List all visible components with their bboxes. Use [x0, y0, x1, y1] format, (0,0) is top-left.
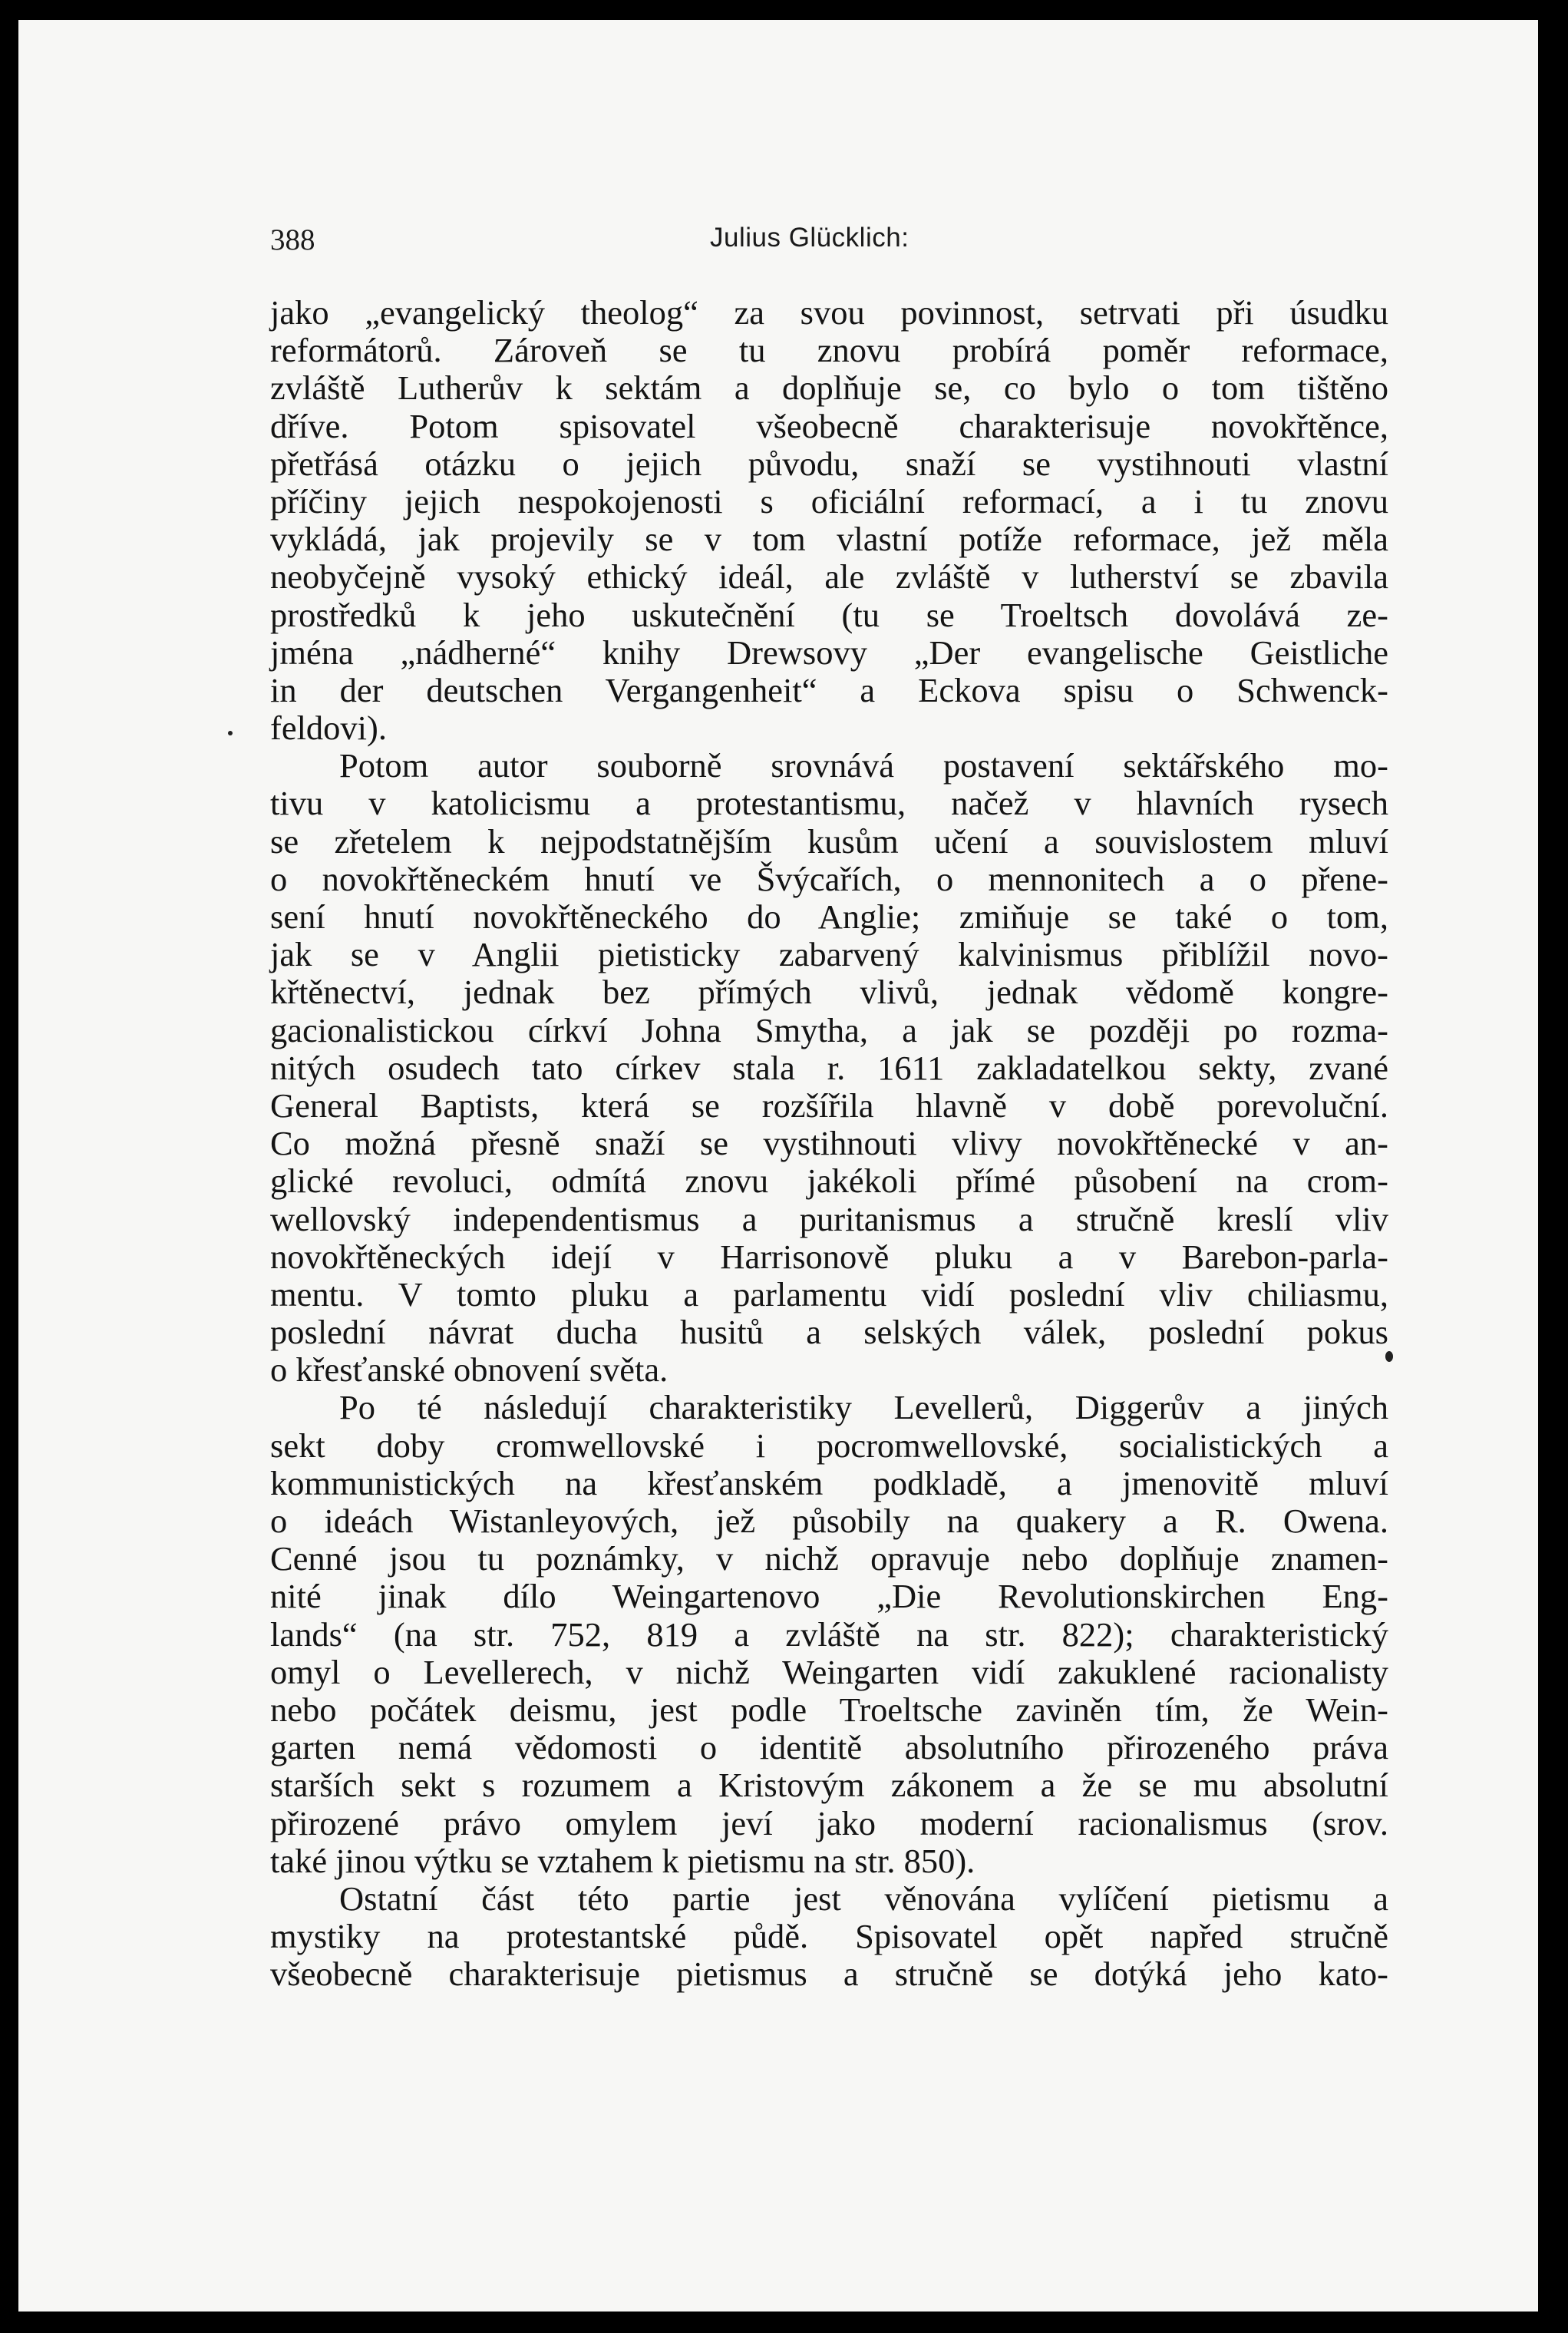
body-text — [270, 294, 1388, 1993]
text-line: se zřetelem k nejpodstatnějším kusům učení a souvislostem mluví — [270, 821, 1388, 861]
text-line: feldovi). — [270, 709, 387, 748]
text-line: prostředků k jeho uskutečnění (tu se Troeltsch dovolává ze- — [270, 595, 1388, 634]
text-line: wellovský independentismus a puritanismus a stručně kreslí vliv — [270, 1199, 1388, 1238]
text-line: mentu. V tomto pluku a parlamentu vidí poslední vliv chiliasmu, — [270, 1274, 1388, 1314]
text-line: Co možná přesně snaží se vystihnouti vlivy novokřtěnecké v an- — [270, 1124, 1388, 1163]
text-line: Cenné jsou tu poznámky, v nichž opravuje nebo doplňuje znamen- — [270, 1539, 1388, 1578]
paragraph-4 — [270, 1880, 1388, 1994]
text-line: poslední návrat ducha husitů a selských válek, poslední pokus — [270, 1313, 1388, 1352]
text-line: General Baptists, která se rozšířila hlavně v době porevoluční. — [270, 1086, 1388, 1125]
text-line: jak se v Anglii pietisticky zabarvený kalvinismus přiblížil novo- — [270, 935, 1388, 974]
paragraph-3 — [270, 1389, 1388, 1879]
page-number: 388 — [270, 223, 315, 256]
text-line: in der deutschen Vergangenheit“ a Eckova spisu o Schwenck- — [270, 670, 1388, 709]
text-line: nité jinak dílo Weingartenovo „Die Revolutionskirchen Eng- — [270, 1577, 1388, 1616]
text-line: reformátorů. Zároveň se tu znovu probírá poměr reformace, — [270, 331, 1388, 370]
text-line: starších sekt s rozumem a Kristovým zákonem a že se mu absolutní — [270, 1766, 1388, 1805]
text-line: příčiny jejich nespokojenosti s oficiální reformací, a i tu znovu — [270, 481, 1388, 520]
text-line: lands“ (na str. 752, 819 a zvláště na str. 822); charakteristický — [270, 1614, 1388, 1654]
text-line: Ostatní část této partie jest věnována vylíčení pietismu a — [339, 1879, 1388, 1918]
text-line: přirozené právo omylem jeví jako moderní racionalismus (srov. — [270, 1803, 1388, 1842]
text-line: gacionalistickou církví Johna Smytha, a jak se později po rozma- — [270, 1010, 1388, 1049]
text-line: vykládá, jak projevily se v tom vlastní potíže reformace, jež měla — [270, 520, 1388, 559]
text-line: Potom autor souborně srovnává postavení sektářského mo- — [339, 746, 1388, 785]
text-line: křtěnectví, jednak bez přímých vlivů, jednak vědomě kongre- — [270, 973, 1388, 1012]
text-line: jako „evangelický theolog“ za svou povinnost, setrvati při úsudku — [270, 293, 1388, 332]
text-line: o ideách Wistanleyových, jež působily na quakery a R. Owena. — [270, 1502, 1388, 1540]
text-line: kommunistických na křesťanském podkladě, a jmenovitě mluví — [270, 1463, 1388, 1502]
text-line: o novokřtěneckém hnutí ve Švýcařích, o mennonitech a o přene- — [270, 859, 1388, 898]
text-line: garten nemá vědomosti o identitě absolutního přirozeného práva — [270, 1728, 1388, 1767]
text-line: glické revoluci, odmítá znovu jakékoli přímé působení na crom- — [270, 1162, 1388, 1201]
text-line: mystiky na protestantské půdě. Spisovatel opět napřed stručně — [270, 1917, 1388, 1956]
text-line: nebo počátek deismu, jest podle Troeltsche zaviněn tím, že Wein- — [270, 1690, 1388, 1729]
text-line: neobyčejně vysoký ethický ideál, ale zvláště v lutherství se zbavila — [270, 557, 1388, 596]
text-line: zvláště Lutherův k sektám a doplňuje se, co bylo o tom tištěno — [270, 368, 1388, 408]
running-title: Julius Glücklich: — [710, 223, 909, 253]
text-line: o křesťanské obnovení světa. — [270, 1350, 668, 1390]
paragraph-1 — [270, 294, 1388, 747]
text-line: také jinou výtku se vztahem k pietismu na str. 850). — [270, 1841, 975, 1880]
text-line: přetřásá otázku o jejich původu, snaží se vystihnouti vlastní — [270, 444, 1388, 483]
text-line: sekt doby cromwellovské i pocromwellovské, socialistických a — [270, 1426, 1388, 1465]
text-line: sení hnutí novokřtěneckého do Anglie; zmiňuje se také o tom, — [270, 897, 1388, 936]
scan-speck-mark — [228, 731, 233, 735]
paragraph-2 — [270, 747, 1388, 1389]
text-line: všeobecně charakterisuje pietismus a stručně se dotýká jeho kato- — [270, 1955, 1388, 1994]
running-head — [270, 223, 1038, 261]
text-line: omyl o Levellerech, v nichž Weingarten vidí zakuklené racionalisty — [270, 1652, 1388, 1691]
text-line: tivu v katolicismu a protestantismu, načež v hlavních rysech — [270, 784, 1388, 823]
text-line: Po té následují charakteristiky Levellerů, Diggerův a jiných — [339, 1388, 1388, 1427]
text-line: jména „nádherné“ knihy Drewsovy „Der evangelische Geistliche — [270, 633, 1388, 672]
text-line: dříve. Potom spisovatel všeobecně charakterisuje novokřtěnce, — [270, 406, 1388, 445]
scan-speck-mark — [1385, 1351, 1393, 1362]
text-line: novokřtěneckých idejí v Harrisonově pluku a v Barebon-parla- — [270, 1237, 1388, 1276]
text-line: nitých osudech tato církev stala r. 1611 zakladatelkou sekty, zvané — [270, 1048, 1388, 1087]
